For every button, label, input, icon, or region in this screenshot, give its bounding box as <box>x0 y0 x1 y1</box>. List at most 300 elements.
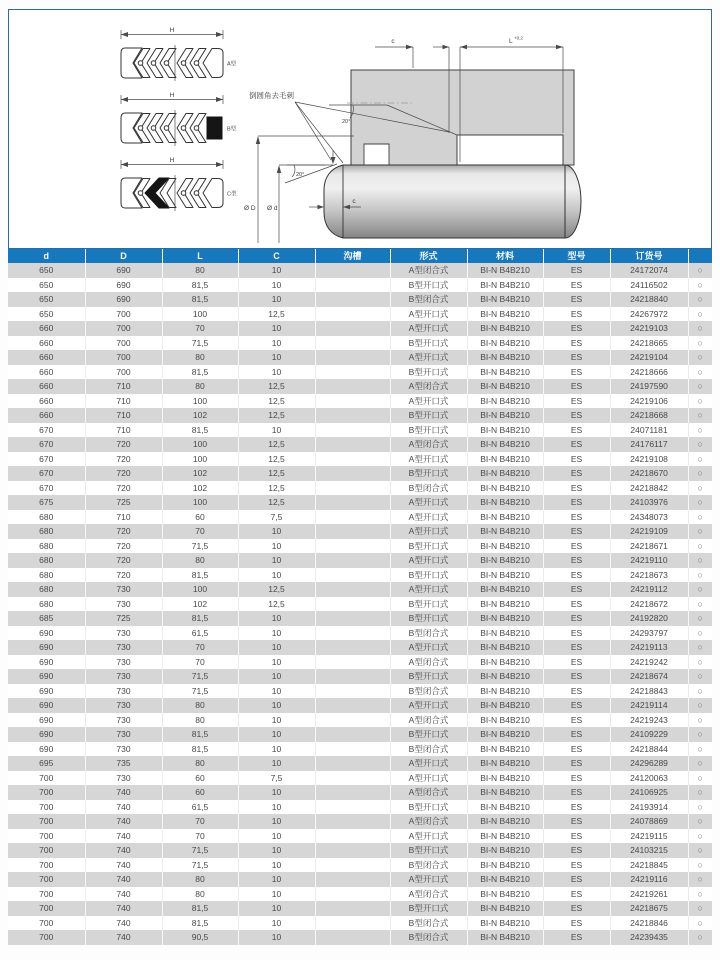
cell-d: 670 <box>8 452 85 467</box>
cell-groove <box>315 814 390 829</box>
cell-C: 12,5 <box>238 307 315 322</box>
cell-d: 690 <box>8 669 85 684</box>
cell-L: 102 <box>162 597 238 612</box>
cell-D: 710 <box>85 510 162 525</box>
cell-d: 680 <box>8 568 85 583</box>
seal-drawings-svg <box>9 10 711 248</box>
cell-order_no: 24219243 <box>610 713 688 728</box>
cell-d: 700 <box>8 785 85 800</box>
cell-order_no: 24293797 <box>610 626 688 641</box>
cell-form: B型开口式 <box>390 423 467 438</box>
cell-model: ES <box>543 495 610 510</box>
cell-groove <box>315 597 390 612</box>
col-header-D: D <box>85 249 162 263</box>
table-row <box>8 539 712 554</box>
cell-groove <box>315 481 390 496</box>
cell-d: 690 <box>8 727 85 742</box>
cell-model: ES <box>543 292 610 307</box>
cell-model: ES <box>543 858 610 873</box>
table-row <box>8 930 712 945</box>
cell-order_no: 24078869 <box>610 814 688 829</box>
cell-model: ES <box>543 640 610 655</box>
cell-availability: ○ <box>697 845 703 855</box>
cell-d: 700 <box>8 901 85 916</box>
cell-model: ES <box>543 336 610 351</box>
cell-availability: ○ <box>697 714 703 725</box>
cell-d: 700 <box>8 858 85 873</box>
cell-material: BI-N B4B210 <box>467 756 543 771</box>
cell-material: BI-N B4B210 <box>467 452 543 467</box>
cell-order_no: 24218672 <box>610 597 688 612</box>
cell-order_no: 24193914 <box>610 800 688 815</box>
cell-D: 720 <box>85 481 162 496</box>
cell-form: B型开口式 <box>390 365 467 380</box>
table-row <box>8 742 712 757</box>
spec-table <box>8 249 712 945</box>
cell-groove <box>315 568 390 583</box>
cell-model: ES <box>543 698 610 713</box>
cell-groove <box>315 452 390 467</box>
cell-order_no: 24219110 <box>610 553 688 568</box>
cell-C: 10 <box>238 524 315 539</box>
cell-d: 680 <box>8 510 85 525</box>
cell-d: 675 <box>8 495 85 510</box>
table-row <box>8 466 712 481</box>
cell-availability: ○ <box>697 323 703 333</box>
cell-C: 7,5 <box>238 771 315 786</box>
cell-form: A型闭合式 <box>390 379 467 394</box>
cell-model: ES <box>543 713 610 728</box>
cell-model: ES <box>543 756 610 771</box>
cell-order_no: 24219116 <box>610 872 688 887</box>
cell-model: ES <box>543 930 610 945</box>
cell-D: 720 <box>85 466 162 481</box>
table-row <box>8 307 712 322</box>
cell-form: B型闭合式 <box>390 684 467 699</box>
cell-groove <box>315 626 390 641</box>
cell-material: BI-N B4B210 <box>467 698 543 713</box>
cell-groove <box>315 307 390 322</box>
cell-groove <box>315 611 390 626</box>
cell-model: ES <box>543 800 610 815</box>
cell-d: 690 <box>8 713 85 728</box>
table-row <box>8 611 712 626</box>
cell-L: 80 <box>162 263 238 278</box>
cell-D: 730 <box>85 698 162 713</box>
cell-groove <box>315 872 390 887</box>
dia-d-label: Ø d <box>267 205 278 212</box>
cell-C: 10 <box>238 901 315 916</box>
chamfer-angle-label: 20° <box>296 172 305 178</box>
cell-L: 81,5 <box>162 901 238 916</box>
type-label-b: B型 <box>227 126 237 133</box>
cell-groove <box>315 263 390 278</box>
cell-material: BI-N B4B210 <box>467 336 543 351</box>
cell-material: BI-N B4B210 <box>467 669 543 684</box>
cell-model: ES <box>543 785 610 800</box>
table-row <box>8 437 712 452</box>
table-row <box>8 901 712 916</box>
cell-material: BI-N B4B210 <box>467 437 543 452</box>
cell-order_no: 24218844 <box>610 742 688 757</box>
cell-groove <box>315 684 390 699</box>
cell-material: BI-N B4B210 <box>467 481 543 496</box>
table-row <box>8 640 712 655</box>
col-header-L: L <box>162 249 238 263</box>
cell-form: B型开口式 <box>390 597 467 612</box>
cell-L: 80 <box>162 756 238 771</box>
cell-L: 81,5 <box>162 423 238 438</box>
cell-form: B型开口式 <box>390 800 467 815</box>
cell-availability: ○ <box>697 917 703 928</box>
cell-model: ES <box>543 771 610 786</box>
cell-material: BI-N B4B210 <box>467 887 543 902</box>
cell-model: ES <box>543 872 610 887</box>
cell-order_no: 24218845 <box>610 858 688 873</box>
cell-form: A型闭合式 <box>390 785 467 800</box>
cell-model: ES <box>543 611 610 626</box>
cell-order_no: 24071181 <box>610 423 688 438</box>
cell-availability: ○ <box>697 743 703 754</box>
cell-groove <box>315 829 390 844</box>
cell-groove <box>315 321 390 336</box>
cell-d: 700 <box>8 800 85 815</box>
cell-D: 690 <box>85 292 162 307</box>
cell-form: A型闭合式 <box>390 655 467 670</box>
cell-availability: ○ <box>697 366 703 377</box>
cell-D: 730 <box>85 742 162 757</box>
cell-d: 680 <box>8 597 85 612</box>
cell-L: 60 <box>162 771 238 786</box>
cell-availability: ○ <box>697 511 703 522</box>
cell-order_no: 24296289 <box>610 756 688 771</box>
cell-model: ES <box>543 727 610 742</box>
table-row <box>8 423 712 438</box>
table-header <box>8 249 712 263</box>
cell-C: 10 <box>238 263 315 278</box>
cell-availability: ○ <box>697 816 703 826</box>
cell-D: 740 <box>85 930 162 945</box>
table-row <box>8 843 712 858</box>
cell-model: ES <box>543 307 610 322</box>
table-row <box>8 887 712 902</box>
cell-form: B型开口式 <box>390 539 467 554</box>
seal-type-b-drawing <box>121 92 237 146</box>
cell-availability: ○ <box>697 352 703 362</box>
cell-material: BI-N B4B210 <box>467 394 543 409</box>
cell-material: BI-N B4B210 <box>467 858 543 873</box>
cell-material: BI-N B4B210 <box>467 843 543 858</box>
cell-groove <box>315 423 390 438</box>
table-row <box>8 727 712 742</box>
cell-availability: ○ <box>697 482 703 493</box>
cell-form: A型开口式 <box>390 495 467 510</box>
cell-form: B型闭合式 <box>390 742 467 757</box>
cell-material: BI-N B4B210 <box>467 640 543 655</box>
table-body <box>8 263 712 945</box>
cell-groove <box>315 655 390 670</box>
cell-model: ES <box>543 829 610 844</box>
cell-order_no: 24239435 <box>610 930 688 945</box>
cell-L: 100 <box>162 495 238 510</box>
table-row <box>8 510 712 525</box>
cell-C: 10 <box>238 916 315 931</box>
cell-d: 690 <box>8 742 85 757</box>
cell-groove <box>315 901 390 916</box>
cell-d: 685 <box>8 611 85 626</box>
cell-d: 700 <box>8 872 85 887</box>
cell-availability: ○ <box>697 337 703 348</box>
cell-material: BI-N B4B210 <box>467 423 543 438</box>
cell-C: 10 <box>238 350 315 365</box>
cell-groove <box>315 510 390 525</box>
cell-d: 695 <box>8 756 85 771</box>
cell-model: ES <box>543 365 610 380</box>
cell-order_no: 24218670 <box>610 466 688 481</box>
cell-C: 10 <box>238 321 315 336</box>
cell-order_no: 24103976 <box>610 495 688 510</box>
cell-D: 690 <box>85 278 162 293</box>
cell-C: 10 <box>238 727 315 742</box>
cell-L: 81,5 <box>162 568 238 583</box>
cell-C: 10 <box>238 829 315 844</box>
cell-C: 10 <box>238 800 315 815</box>
cell-form: A型开口式 <box>390 524 467 539</box>
cell-form: A型开口式 <box>390 452 467 467</box>
cell-d: 700 <box>8 771 85 786</box>
cell-form: B型开口式 <box>390 611 467 626</box>
cell-D: 720 <box>85 452 162 467</box>
col-header-C: C <box>238 249 315 263</box>
cell-model: ES <box>543 394 610 409</box>
cell-L: 81,5 <box>162 365 238 380</box>
cell-C: 10 <box>238 292 315 307</box>
cell-form: A型开口式 <box>390 698 467 713</box>
cell-order_no: 24219112 <box>610 582 688 597</box>
cell-model: ES <box>543 887 610 902</box>
cell-L: 90,5 <box>162 930 238 945</box>
cell-material: BI-N B4B210 <box>467 321 543 336</box>
cell-L: 70 <box>162 640 238 655</box>
cell-model: ES <box>543 423 610 438</box>
cell-L: 71,5 <box>162 684 238 699</box>
cell-D: 700 <box>85 350 162 365</box>
cell-availability: ○ <box>697 888 703 899</box>
cell-D: 720 <box>85 437 162 452</box>
cell-C: 10 <box>238 756 315 771</box>
cell-D: 720 <box>85 539 162 554</box>
cell-material: BI-N B4B210 <box>467 466 543 481</box>
type-label-c: C型 <box>227 191 237 198</box>
cell-D: 735 <box>85 756 162 771</box>
cell-model: ES <box>543 321 610 336</box>
cell-d: 700 <box>8 916 85 931</box>
cell-order_no: 24219106 <box>610 394 688 409</box>
table-row <box>8 626 712 641</box>
cell-availability: ○ <box>697 540 703 551</box>
cell-order_no: 24348073 <box>610 510 688 525</box>
cell-D: 740 <box>85 800 162 815</box>
col-header-order_no: 订货号 <box>610 249 688 263</box>
cell-order_no: 24120063 <box>610 771 688 786</box>
cell-groove <box>315 916 390 931</box>
cell-D: 720 <box>85 568 162 583</box>
cell-D: 740 <box>85 829 162 844</box>
cell-D: 710 <box>85 408 162 423</box>
cell-L: 71,5 <box>162 843 238 858</box>
support-ring-b <box>207 117 222 139</box>
cell-L: 81,5 <box>162 742 238 757</box>
cell-d: 660 <box>8 408 85 423</box>
cell-order_no: 24267972 <box>610 307 688 322</box>
cell-availability: ○ <box>697 497 703 507</box>
cell-groove <box>315 887 390 902</box>
dim-c-rod: c <box>352 198 356 205</box>
cell-groove <box>315 800 390 815</box>
cell-form: B型开口式 <box>390 843 467 858</box>
type-label-a: A型 <box>227 61 237 68</box>
cell-order_no: 24106925 <box>610 785 688 800</box>
cell-model: ES <box>543 597 610 612</box>
cell-form: A型开口式 <box>390 350 467 365</box>
cell-material: BI-N B4B210 <box>467 408 543 423</box>
cell-C: 10 <box>238 785 315 800</box>
cell-C: 10 <box>238 669 315 684</box>
cell-model: ES <box>543 655 610 670</box>
cell-order_no: 24219261 <box>610 887 688 902</box>
cell-model: ES <box>543 814 610 829</box>
cell-C: 12,5 <box>238 408 315 423</box>
cell-d: 650 <box>8 263 85 278</box>
cell-form: A型开口式 <box>390 553 467 568</box>
cell-D: 740 <box>85 872 162 887</box>
table-row <box>8 800 712 815</box>
cell-material: BI-N B4B210 <box>467 379 543 394</box>
cell-availability: ○ <box>697 410 703 420</box>
cell-model: ES <box>543 408 610 423</box>
cell-d: 680 <box>8 539 85 554</box>
cell-material: BI-N B4B210 <box>467 292 543 307</box>
cell-form: B型闭合式 <box>390 292 467 307</box>
cell-order_no: 24218846 <box>610 916 688 931</box>
cell-d: 690 <box>8 655 85 670</box>
cell-L: 80 <box>162 698 238 713</box>
cell-d: 700 <box>8 843 85 858</box>
seal-type-a-drawing <box>121 27 237 81</box>
cell-model: ES <box>543 553 610 568</box>
cell-d: 690 <box>8 626 85 641</box>
cell-C: 10 <box>238 814 315 829</box>
cell-groove <box>315 495 390 510</box>
cell-form: A型闭合式 <box>390 437 467 452</box>
cell-availability: ○ <box>697 569 703 580</box>
cell-D: 710 <box>85 423 162 438</box>
cell-L: 71,5 <box>162 539 238 554</box>
cell-groove <box>315 365 390 380</box>
table-row <box>8 365 712 380</box>
cell-form: A型开口式 <box>390 771 467 786</box>
cell-form: A型开口式 <box>390 829 467 844</box>
dim-H-c: H <box>169 157 175 164</box>
cell-availability: ○ <box>697 787 703 797</box>
cell-order_no: 24192820 <box>610 611 688 626</box>
cell-L: 61,5 <box>162 626 238 641</box>
cell-C: 10 <box>238 742 315 757</box>
cell-groove <box>315 756 390 771</box>
cell-material: BI-N B4B210 <box>467 365 543 380</box>
cell-D: 720 <box>85 553 162 568</box>
cell-model: ES <box>543 466 610 481</box>
cell-model: ES <box>543 742 610 757</box>
cell-availability: ○ <box>697 468 703 478</box>
cell-D: 720 <box>85 524 162 539</box>
cell-d: 660 <box>8 321 85 336</box>
cell-groove <box>315 553 390 568</box>
cell-model: ES <box>543 568 610 583</box>
cell-availability: ○ <box>697 874 703 884</box>
cell-D: 730 <box>85 626 162 641</box>
cell-L: 100 <box>162 394 238 409</box>
cell-availability: ○ <box>697 555 703 565</box>
cell-model: ES <box>543 582 610 597</box>
table-row <box>8 495 712 510</box>
cell-L: 102 <box>162 466 238 481</box>
cell-groove <box>315 640 390 655</box>
table-row <box>8 597 712 612</box>
cell-model: ES <box>543 626 610 641</box>
cell-material: BI-N B4B210 <box>467 597 543 612</box>
cell-D: 710 <box>85 394 162 409</box>
cell-D: 730 <box>85 669 162 684</box>
cell-form: B型闭合式 <box>390 916 467 931</box>
cell-C: 10 <box>238 858 315 873</box>
cell-groove <box>315 539 390 554</box>
cell-form: A型开口式 <box>390 640 467 655</box>
piston-rod <box>324 165 565 238</box>
col-header-d: d <box>8 249 85 263</box>
table-row <box>8 278 712 293</box>
table-row <box>8 452 712 467</box>
cell-D: 730 <box>85 640 162 655</box>
cell-model: ES <box>543 916 610 931</box>
cell-L: 80 <box>162 379 238 394</box>
cell-availability: ○ <box>697 308 703 319</box>
dim-c-top: c <box>391 38 395 45</box>
cell-order_no: 24218842 <box>610 481 688 496</box>
cell-model: ES <box>543 901 610 916</box>
cell-D: 700 <box>85 307 162 322</box>
cell-availability: ○ <box>697 700 703 710</box>
cell-C: 10 <box>238 655 315 670</box>
cell-availability: ○ <box>697 453 703 464</box>
cell-form: B型开口式 <box>390 901 467 916</box>
cell-model: ES <box>543 684 610 699</box>
cell-groove <box>315 524 390 539</box>
cell-D: 730 <box>85 727 162 742</box>
cell-form: A型闭合式 <box>390 814 467 829</box>
col-header-form: 形式 <box>390 249 467 263</box>
cell-D: 730 <box>85 713 162 728</box>
cell-groove <box>315 742 390 757</box>
cell-D: 740 <box>85 814 162 829</box>
cell-order_no: 24218675 <box>610 901 688 916</box>
cell-groove <box>315 713 390 728</box>
cell-d: 670 <box>8 423 85 438</box>
cell-groove <box>315 858 390 873</box>
cell-L: 70 <box>162 814 238 829</box>
cell-form: A型开口式 <box>390 321 467 336</box>
cell-D: 740 <box>85 901 162 916</box>
